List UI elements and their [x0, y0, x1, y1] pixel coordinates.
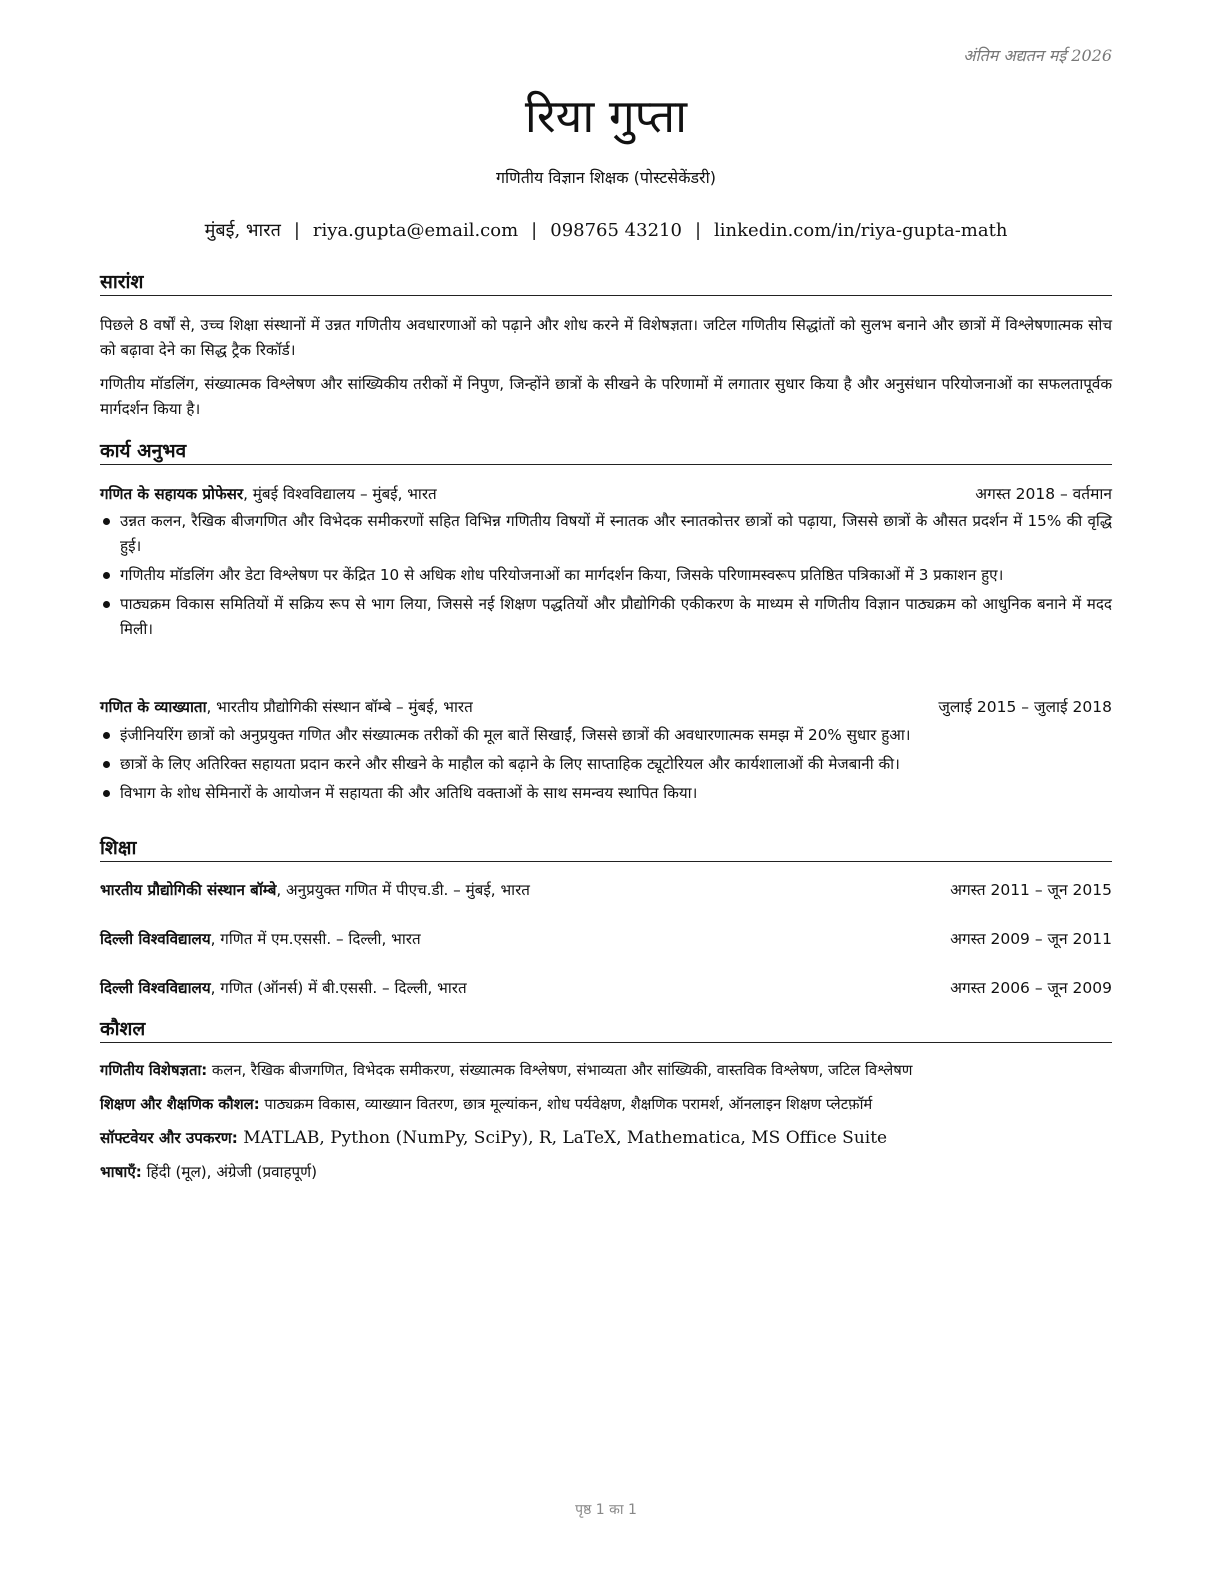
- education-dates: अगस्त 2009 – जून 2011: [950, 930, 1112, 948]
- contact-separator: |: [694, 220, 702, 241]
- job-header: [100, 481, 1112, 507]
- education-item: [100, 877, 1112, 903]
- last-updated: अंतिम अद्यतन मई 2026: [963, 46, 1112, 65]
- bullet-icon: [103, 518, 110, 525]
- bullet-text: गणितीय मॉडलिंग और डेटा विश्लेषण पर केंद्रित 10 से अधिक शोध परियोजनाओं का मार्गदर्शन किया, जिसके परिणामस्वरूप प्रतिष्ठित पत्रिकाओं में 3 प्रकाशन हुए।: [120, 566, 1004, 584]
- section-title-summary: सारांश: [100, 269, 1112, 296]
- list-item: [100, 752, 1112, 777]
- skill-label: भाषाएँ:: [100, 1163, 142, 1181]
- skill-label: गणितीय विशेषज्ञता:: [100, 1062, 208, 1079]
- bullet-text: छात्रों के लिए अतिरिक्त सहायता प्रदान करने और सीखने के माहौल को बढ़ाने के लिए साप्ताहिक ट्यूटोरियल और कार्यशालाओं की मेजबानी की।: [120, 755, 900, 773]
- education-item: [100, 975, 1112, 1001]
- job-position: गणित के सहायक प्रोफेसर: [100, 485, 244, 503]
- skill-line: [100, 1093, 1112, 1117]
- section-title-experience: कार्य अनुभव: [100, 438, 1112, 465]
- contact-location: मुंबई, भारत: [204, 220, 281, 241]
- skill-value: पाठ्यक्रम विकास, व्याख्यान वितरण, छात्र मूल्यांकन, शोध पर्यवेक्षण, शैक्षणिक परामर्श, ऑनलाइन शिक्षण प्लेटफ़ॉर्म: [259, 1096, 873, 1113]
- bullet-icon: [103, 732, 110, 739]
- skill-value: हिंदी (मूल), अंग्रेजी (प्रवाहपूर्ण): [141, 1163, 318, 1181]
- job-org: , मुंबई विश्वविद्यालय – मुंबई, भारत: [243, 485, 437, 503]
- education-school: दिल्ली विश्वविद्यालय: [100, 979, 211, 997]
- section-title-skills: कौशल: [100, 1016, 1112, 1043]
- skill-line: [100, 1160, 1112, 1184]
- bullet-text: इंजीनियरिंग छात्रों को अनुप्रयुक्त गणित और संख्यात्मक तरीकों की मूल बातें सिखाईं, जिससे छात्रों की अवधारणात्मक समझ में 20% सुधार हुआ।: [120, 726, 911, 744]
- bullet-icon: [103, 761, 110, 768]
- bullet-text: उन्नत कलन, रैखिक बीजगणित और विभेदक समीकरणों सहित विभिन्न गणितीय विषयों में स्नातक और स्नातकोत्तर छात्रों को पढ़ाया, जिससे छात्रों के औसत प्रदर्शन में 15% की वृद्धि हुई।: [120, 512, 1112, 555]
- resume-page: [100, 0, 1112, 1584]
- skill-label: सॉफ्टवेयर और उपकरण:: [100, 1129, 238, 1147]
- bullet-icon: [103, 572, 110, 579]
- list-item: [100, 563, 1112, 588]
- education-school: भारतीय प्रौद्योगिकी संस्थान बॉम्बे: [100, 881, 277, 899]
- list-item: [100, 509, 1112, 559]
- bullet-icon: [103, 601, 110, 608]
- bullet-text: पाठ्यक्रम विकास समितियों में सक्रिय रूप से भाग लिया, जिससे नई शिक्षण पद्धतियों और प्रौद्योगिकी एकीकरण के माध्यम से गणितीय विज्ञान पाठ्यक्रम को आधुनिक बनाने में मदद मिली।: [120, 595, 1112, 638]
- education-detail: , गणित में एम.एससी. – दिल्ली, भारत: [210, 930, 421, 948]
- summary-paragraph: गणितीय मॉडलिंग, संख्यात्मक विश्लेषण और सांख्यिकीय तरीकों में निपुण, जिन्होंने छात्रों के सीखने के परिणामों में लगातार सुधार किया है और अनुसंधान परियोजनाओं का सफलतापूर्वक मार्गदर्शन किया है।: [100, 375, 1112, 418]
- contact-line: [100, 218, 1112, 244]
- job-dates: अगस्त 2018 – वर्तमान: [975, 485, 1112, 503]
- skill-label: शिक्षण और शैक्षणिक कौशल:: [100, 1096, 260, 1113]
- education-detail: , अनुप्रयुक्त गणित में पीएच.डी. – मुंबई, भारत: [276, 881, 530, 899]
- job-org: , भारतीय प्रौद्योगिकी संस्थान बॉम्बे – मुंबई, भारत: [206, 698, 473, 716]
- contact-separator: |: [293, 220, 300, 241]
- job-dates: जुलाई 2015 – जुलाई 2018: [938, 698, 1112, 716]
- section-title-education: शिक्षा: [100, 835, 1112, 862]
- job-position: गणित के व्याख्याता: [100, 698, 207, 716]
- contact-linkedin[interactable]: linkedin.com/in/riya-gupta-math: [714, 220, 1008, 241]
- candidate-name: रिया गुप्ता: [524, 89, 688, 143]
- skill-line: [100, 1126, 1112, 1150]
- skill-value: MATLAB, Python (NumPy, SciPy), R, LaTeX, Mathematica, MS Office Suite: [237, 1128, 888, 1148]
- job-bullets: [100, 723, 1112, 806]
- candidate-role: गणितीय विज्ञान शिक्षक (पोस्टसेकेंडरी): [496, 168, 716, 187]
- skill-line: [100, 1059, 1112, 1083]
- contact-email[interactable]: riya.gupta@email.com: [312, 220, 519, 241]
- list-item: [100, 781, 1112, 806]
- education-dates: अगस्त 2011 – जून 2015: [950, 881, 1112, 899]
- summary-paragraph: पिछले 8 वर्षों से, उच्च शिक्षा संस्थानों में उन्नत गणितीय अवधारणाओं को पढ़ाने और शोध करने में विशेषज्ञता। जटिल गणितीय सिद्धांतों को सुलभ बनाने और छात्रों में विश्लेषणात्मक सोच को बढ़ावा देने का सिद्ध ट्रैक रिकॉर्ड।: [100, 316, 1112, 359]
- bullet-text: विभाग के शोध सेमिनारों के आयोजन में सहायता की और अतिथि वक्ताओं के साथ समन्वय स्थापित किया।: [120, 784, 698, 802]
- list-item: [100, 723, 1112, 748]
- education-item: [100, 926, 1112, 952]
- page-number: पृष्ठ 1 का 1: [575, 1502, 637, 1518]
- list-item: [100, 592, 1112, 642]
- skill-value: कलन, रैखिक बीजगणित, विभेदक समीकरण, संख्यात्मक विश्लेषण, संभाव्यता और सांख्यिकी, वास्तविक विश्लेषण, जटिल विश्लेषण: [207, 1062, 913, 1079]
- education-detail: , गणित (ऑनर्स) में बी.एससी. – दिल्ली, भारत: [210, 979, 467, 997]
- contact-phone: 098765 43210: [550, 220, 682, 241]
- bullet-icon: [103, 790, 110, 797]
- job-header: [100, 694, 1112, 720]
- education-dates: अगस्त 2006 – जून 2009: [950, 979, 1112, 997]
- contact-separator: |: [531, 220, 538, 241]
- job-bullets: [100, 509, 1112, 642]
- education-school: दिल्ली विश्वविद्यालय: [100, 930, 211, 948]
